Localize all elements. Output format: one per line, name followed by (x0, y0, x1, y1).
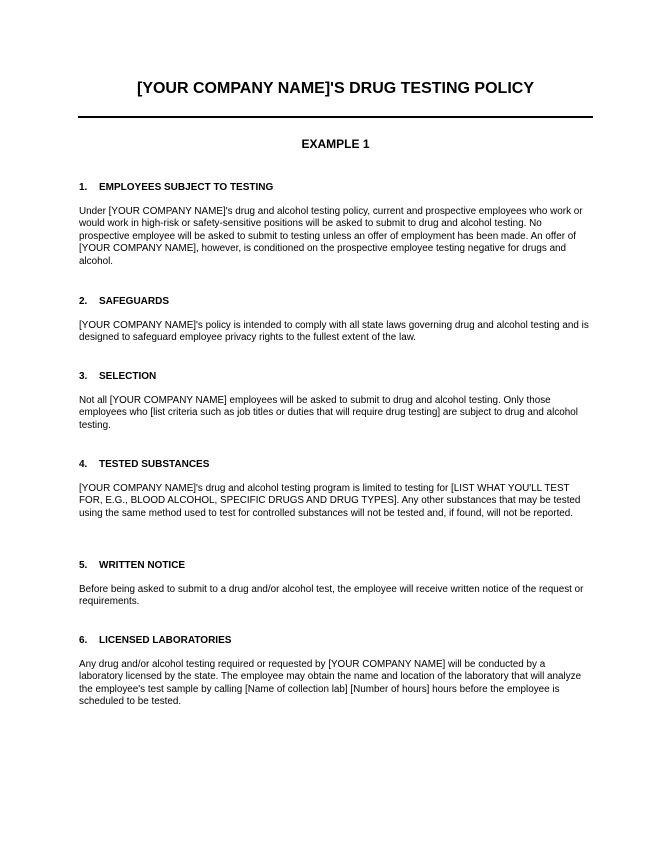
section-heading (79, 459, 591, 471)
section-tested-substances (79, 459, 591, 520)
section-heading (79, 371, 591, 383)
section-heading-text: EMPLOYEES SUBJECT TO TESTING (99, 182, 274, 193)
section-safeguards (79, 296, 591, 345)
section-heading (79, 560, 591, 572)
section-number: 3. (79, 371, 88, 382)
section-heading (79, 635, 591, 647)
section-heading-text: WRITTEN NOTICE (99, 560, 186, 571)
section-body: [YOUR COMPANY NAME]'s drug and alcohol testing program is limited to testing for [LIST WHAT YOU'LL TEST FOR, E.G., BLOOD ALCOHOL, SPECIFIC DRUGS AND DRUG TYPES]. Any other substances that may be tested using the same method used to test for controlled substances will not be tested and, if found, will not be reported. (79, 483, 581, 519)
section-licensed-laboratories (79, 635, 591, 709)
section-number: 1. (79, 182, 88, 193)
section-written-notice (79, 560, 591, 609)
title-divider (78, 116, 593, 118)
section-selection (79, 371, 591, 432)
section-body: [YOUR COMPANY NAME]'s policy is intended to comply with all state laws governing drug and alcohol testing and is designed to safeguard employee privacy rights to the fullest extent of the law. (79, 320, 589, 344)
document-title: [YOUR COMPANY NAME]'S DRUG TESTING POLICY (136, 80, 534, 97)
example-heading: EXAMPLE 1 (301, 137, 370, 151)
section-heading (79, 182, 591, 194)
section-heading-text: SAFEGUARDS (99, 296, 170, 307)
section-body: Not all [YOUR COMPANY NAME] employees will be asked to submit to drug and alcohol testing. Only those employees who [list criteria such as job titles or duties that will require drug testing] are subject to drug and alcohol testing. (79, 395, 578, 431)
section-heading-text: TESTED SUBSTANCES (99, 459, 210, 470)
section-number: 2. (79, 296, 88, 307)
section-number: 5. (79, 560, 88, 571)
section-body: Under [YOUR COMPANY NAME]'s drug and alcohol testing policy, current and prospective employees who work or would work in high-risk or safety-sensitive positions will be asked to submit to drug and alcohol testing. No prospective employee will be asked to submit to testing unless an offer of employment has been made. An offer of [YOUR COMPANY NAME], however, is conditioned on the prospective employee testing negative for drugs and alcohol. (79, 206, 583, 267)
section-body: Any drug and/or alcohol testing required or requested by [YOUR COMPANY NAME] will be conducted by a laboratory licensed by the state. The employee may obtain the name and location of the laboratory that will analyze the employee's test sample by calling [Name of collection lab] [Number of hours] hours before the employee is scheduled to be tested. (79, 659, 582, 708)
section-heading (79, 296, 591, 308)
section-number: 4. (79, 459, 88, 470)
section-number: 6. (79, 635, 88, 646)
section-heading-text: SELECTION (99, 371, 157, 382)
section-body: Before being asked to submit to a drug and/or alcohol test, the employee will receive written notice of the request or requirements. (79, 584, 584, 608)
section-heading-text: LICENSED LABORATORIES (99, 635, 232, 646)
section-employees-subject-to-testing (79, 182, 591, 268)
